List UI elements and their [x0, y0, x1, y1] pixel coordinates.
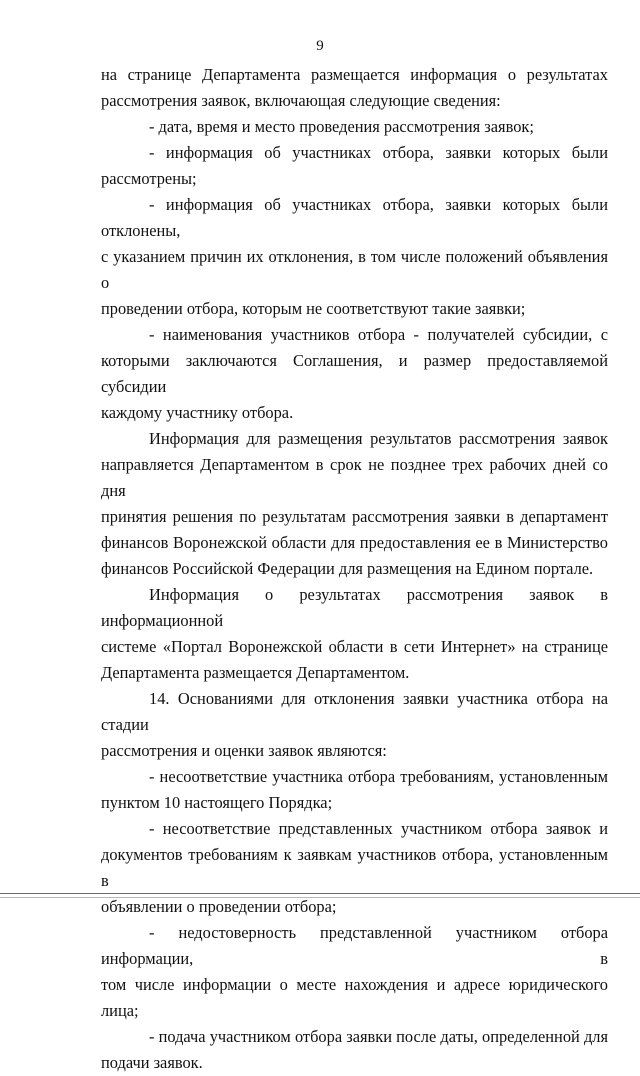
text-line: - дата, время и место проведения рассмотрения заявок;: [149, 117, 534, 136]
text-line: - информация об участниках отбора, заявки которых были: [149, 143, 608, 162]
text-line: документов требованиям к заявкам участников отбора, установленным в: [101, 845, 608, 890]
footer-divider: [0, 897, 640, 898]
text-line: подачи заявок.: [101, 1053, 203, 1072]
text-line: каждому участнику отбора.: [101, 403, 294, 422]
text-line: направляется Департаментом в срок не позднее трех рабочих дней со дня: [101, 455, 608, 500]
text-line: пунктом 10 настоящего Порядка;: [101, 793, 333, 812]
text-line: с указанием причин их отклонения, в том числе положений объявления о: [101, 247, 608, 292]
text-line: рассмотрения и оценки заявок являются:: [101, 741, 387, 760]
text-line: на странице Департамента размещается информация о результатах: [101, 65, 608, 84]
text-line: 14. Основаниями для отклонения заявки участника отбора на стадии: [101, 689, 608, 734]
text-line: объявлении о проведении отбора;: [101, 897, 337, 916]
footer-divider: [0, 893, 640, 894]
text-line: системе «Портал Воронежской области в сети Интернет» на странице: [101, 637, 608, 656]
text-line: финансов Воронежской области для предоставления ее в Министерство: [101, 533, 608, 552]
text-line: финансов Российской Федерации для размещения на Едином портале.: [101, 559, 594, 578]
text-line: которыми заключаются Соглашения, и размер предоставляемой субсидии: [101, 351, 608, 396]
text-line: принятия решения по результатам рассмотрения заявки в департамент: [101, 507, 608, 526]
text-line: - несоответствие участника отбора требованиям, установленным: [149, 767, 608, 786]
text-line: проведении отбора, которым не соответствуют такие заявки;: [101, 299, 526, 318]
text-line: Информация о результатах рассмотрения заявок в информационной: [101, 585, 608, 630]
text-line: Департамента размещается Департаментом.: [101, 663, 410, 682]
text-line: - подача участником отбора заявки после даты, определенной для: [149, 1027, 608, 1046]
text-line: - информация об участниках отбора, заявки которых были отклонены,: [101, 195, 608, 240]
body-text: [101, 62, 608, 1076]
text-line: - недостоверность представленной участником отбора информации, в: [101, 923, 608, 968]
text-line: Информация для размещения результатов рассмотрения заявок: [149, 429, 608, 448]
text-line: - несоответствие представленных участником отбора заявок и: [149, 819, 608, 838]
page-number: 9: [316, 38, 324, 54]
text-line: рассмотрения заявок, включающая следующие сведения:: [101, 91, 501, 110]
text-line: том числе информации о месте нахождения и адресе юридического лица;: [101, 975, 608, 1020]
text-line: рассмотрены;: [101, 169, 197, 188]
text-line: - наименования участников отбора - получателей субсидии, с: [149, 325, 608, 344]
